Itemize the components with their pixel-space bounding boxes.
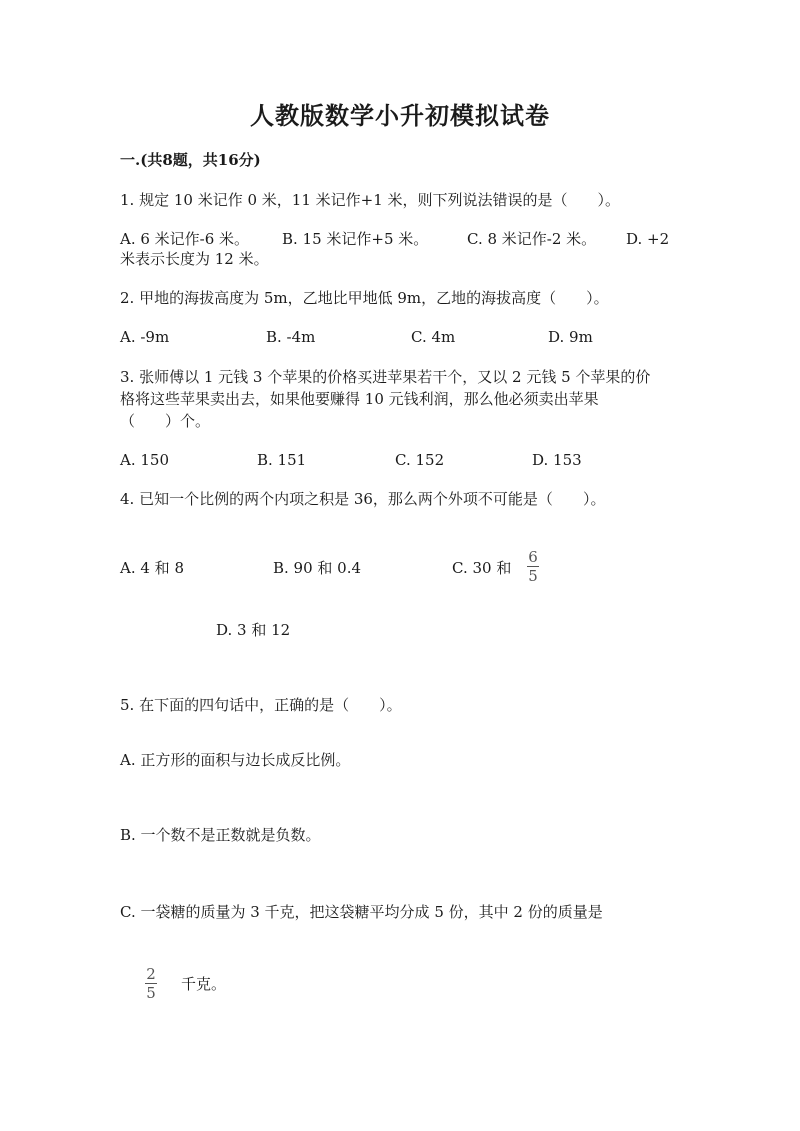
question-2-option-c: C. 4m <box>411 328 456 346</box>
question-1-option-b: B. 15 米记作+5 米。 <box>282 230 429 248</box>
question-4-option-c-fraction <box>527 549 539 584</box>
question-3-option-a: A. 150 <box>120 451 169 469</box>
section-heading: 一.(共8题，共16分) <box>120 151 261 169</box>
question-1-option-c: C. 8 米记作-2 米。 <box>467 230 597 248</box>
question-5-option-a: A. 正方形的面积与边长成反比例。 <box>120 751 351 769</box>
question-1-stem: 1. 规定 10 米记作 0 米，11 米记作+1 米，则下列说法错误的是（ ）。 <box>120 191 621 209</box>
question-4-option-c: C. 30 和 <box>452 559 512 577</box>
question-3-stem-line-3: （ ）个。 <box>120 412 211 430</box>
question-5-option-c-unit: 千克。 <box>181 975 227 993</box>
fraction-denominator: 5 <box>146 984 156 1002</box>
page-title: 人教版数学小升初模拟试卷 <box>250 101 550 130</box>
question-5-option-b: B. 一个数不是正数就是负数。 <box>120 826 321 844</box>
question-4-option-a: A. 4 和 8 <box>120 559 184 577</box>
question-5-option-c-fraction <box>145 966 157 1001</box>
question-1-option-d-continued: 米表示长度为 12 米。 <box>120 250 269 268</box>
fraction-denominator: 5 <box>528 567 538 585</box>
question-1-option-a: A. 6 米记作-6 米。 <box>120 230 250 248</box>
question-1-option-d: D. +2 <box>626 230 670 248</box>
fraction-numerator: 2 <box>146 965 156 983</box>
question-2-option-b: B. -4m <box>266 328 316 346</box>
fraction-numerator: 6 <box>528 548 538 566</box>
question-3-option-c: C. 152 <box>395 451 445 469</box>
question-3-option-b: B. 151 <box>257 451 307 469</box>
question-4-stem: 4. 已知一个比例的两个内项之积是 36，那么两个外项不可能是（ ）。 <box>120 490 606 508</box>
question-5-stem: 5. 在下面的四句话中，正确的是（ ）。 <box>120 696 402 714</box>
question-5-option-c: C. 一袋糖的质量为 3 千克，把这袋糖平均分成 5 份，其中 2 份的质量是 <box>120 903 603 921</box>
question-2-stem: 2. 甲地的海拔高度为 5m，乙地比甲地低 9m，乙地的海拔高度（ ）。 <box>120 289 609 307</box>
question-2-option-d: D. 9m <box>548 328 593 346</box>
question-4-option-d: D. 3 和 12 <box>216 621 291 639</box>
question-2-option-a: A. -9m <box>120 328 170 346</box>
question-3-stem-line-1: 3. 张师傅以 1 元钱 3 个苹果的价格买进苹果若干个，又以 2 元钱 5 个苹果的价 <box>120 368 651 386</box>
question-3-stem-line-2: 格将这些苹果卖出去，如果他要赚得 10 元钱利润，那么他必须卖出苹果 <box>120 390 599 408</box>
question-4-option-b: B. 90 和 0.4 <box>273 559 362 577</box>
question-3-option-d: D. 153 <box>532 451 582 469</box>
